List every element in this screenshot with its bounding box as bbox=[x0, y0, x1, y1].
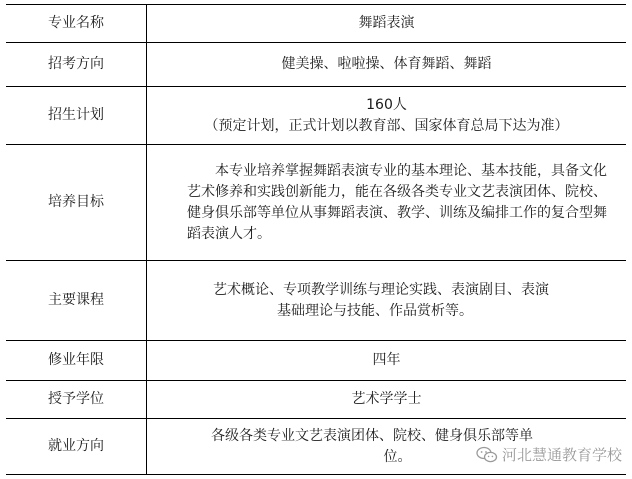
row-label: 授予学位 bbox=[6, 381, 147, 419]
table-row bbox=[6, 261, 626, 341]
employment-line-2: 位。 bbox=[383, 448, 412, 465]
watermark bbox=[476, 444, 622, 465]
training-goal-text: 本专业培养掌握舞蹈表演专业的基本理论、基本技能，具备文化艺术修养和实践创新能力，能在各级各类专业文艺表演团体、院校、健身俱乐部等单位从事舞蹈表演、教学、训练及编排工作的复合型舞蹈表演人才。 bbox=[187, 162, 607, 242]
table-row bbox=[6, 5, 626, 43]
row-value bbox=[147, 145, 627, 261]
courses-line-2: 基础理论与技能、作品赏析等。 bbox=[277, 302, 473, 319]
table-row bbox=[6, 43, 626, 87]
program-info-table-wrapper bbox=[6, 4, 626, 475]
row-label: 招考方向 bbox=[6, 43, 147, 87]
row-value bbox=[147, 87, 627, 145]
table-row bbox=[6, 145, 626, 261]
enrollment-count: 160人 bbox=[366, 96, 407, 113]
row-value: 艺术学学士 bbox=[147, 381, 627, 419]
row-value bbox=[147, 261, 627, 341]
row-value: 健美操、啦啦操、体育舞蹈、舞蹈 bbox=[147, 43, 627, 87]
enrollment-note: （预定计划，正式计划以教育部、国家体育总局下达为准） bbox=[204, 117, 569, 134]
row-label: 培养目标 bbox=[6, 145, 147, 261]
wechat-icon bbox=[476, 446, 498, 464]
watermark-text: 河北慧通教育学校 bbox=[501, 446, 622, 464]
row-label: 主要课程 bbox=[6, 261, 147, 341]
row-label: 招生计划 bbox=[6, 87, 147, 145]
row-label: 就业方向 bbox=[6, 419, 147, 475]
employment-line-1: 各级各类专业文艺表演团体、院校、健身俱乐部等单 bbox=[211, 427, 533, 444]
table-row bbox=[6, 381, 626, 419]
table-row bbox=[6, 341, 626, 381]
program-info-table bbox=[6, 4, 626, 475]
courses-line-1: 艺术概论、专项教学训练与理论实践、表演剧目、表演 bbox=[213, 281, 549, 298]
row-label: 修业年限 bbox=[6, 341, 147, 381]
table-row bbox=[6, 87, 626, 145]
row-value: 四年 bbox=[147, 341, 627, 381]
row-value: 舞蹈表演 bbox=[147, 5, 627, 43]
row-label: 专业名称 bbox=[6, 5, 147, 43]
